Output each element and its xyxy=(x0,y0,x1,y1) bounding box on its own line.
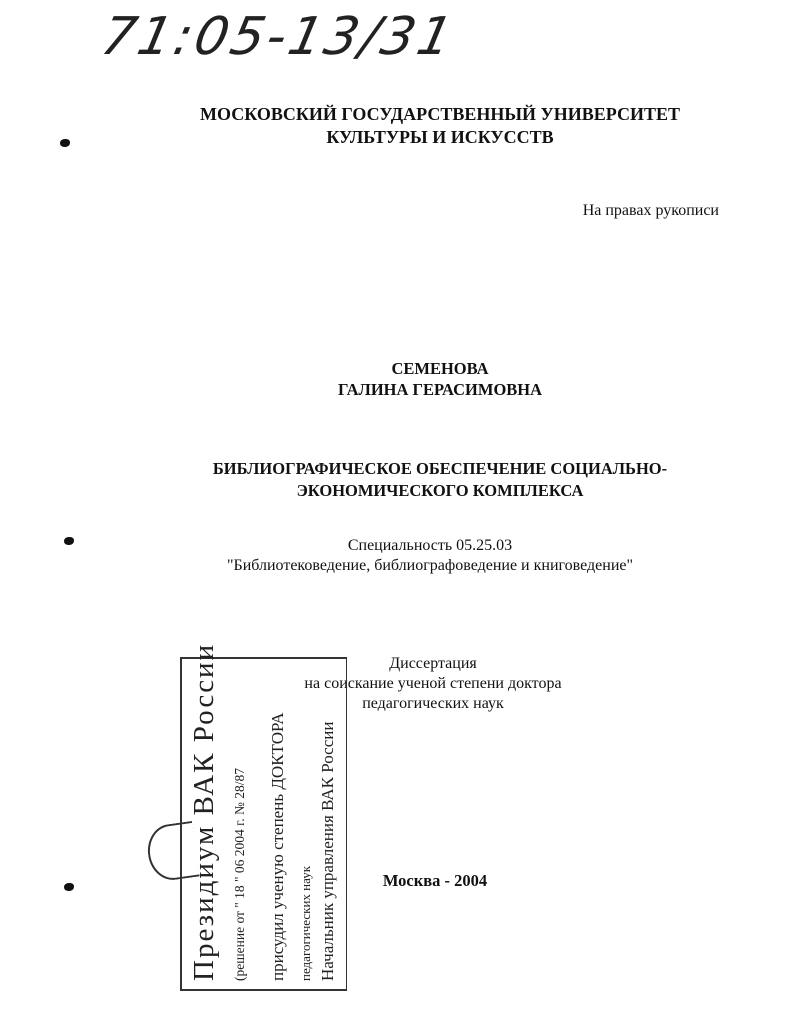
punch-hole-mark xyxy=(64,537,74,545)
vak-stamp xyxy=(170,642,360,994)
topic-line-2: ЭКОНОМИЧЕСКОГО КОМПЛЕКСА xyxy=(296,481,584,500)
punch-hole-mark xyxy=(64,883,74,891)
stamp-line-1: Президиум ВАК России xyxy=(188,642,220,981)
university-name xyxy=(140,103,740,149)
stamp-line-3: присудил ученую степень ДОКТОРА xyxy=(268,712,287,981)
specialty-block xyxy=(130,536,730,576)
specialty-title: "Библиотековедение, библиографоведение и книговедение" xyxy=(226,557,634,574)
stamp-line-2: (решение от " 18 " 06 2004 г. № 28/87 xyxy=(232,768,247,981)
stamp-line-5: Начальник управления ВАК России xyxy=(318,721,337,981)
author-given-name: ГАЛИНА ГЕРАСИМОВНА xyxy=(337,380,543,399)
rights-note: На правах рукописи xyxy=(582,202,719,219)
university-line-1: МОСКОВСКИЙ ГОСУДАРСТВЕННЫЙ УНИВЕРСИТЕТ xyxy=(200,104,680,124)
university-line-2: КУЛЬТУРЫ И ИСКУССТВ xyxy=(326,127,554,147)
dissertation-label: Диссертация xyxy=(389,655,477,672)
dissertation-topic xyxy=(120,458,760,502)
specialty-code: Специальность 05.25.03 xyxy=(347,537,513,554)
handwritten-archive-code: 71:05-13/31 xyxy=(96,7,461,67)
punch-hole-mark xyxy=(60,139,70,147)
author-surname: СЕМЕНОВА xyxy=(391,359,489,378)
stamp-line-4: педагогических наук xyxy=(298,865,313,981)
field-line: педагогических наук xyxy=(362,695,504,712)
degree-line: на соискание ученой степени доктора xyxy=(304,675,562,692)
topic-line-1: БИБЛИОГРАФИЧЕСКОЕ ОБЕСПЕЧЕНИЕ СОЦИАЛЬНО- xyxy=(212,459,668,478)
author-name xyxy=(240,358,640,400)
city-year: Москва - 2004 xyxy=(382,871,488,890)
